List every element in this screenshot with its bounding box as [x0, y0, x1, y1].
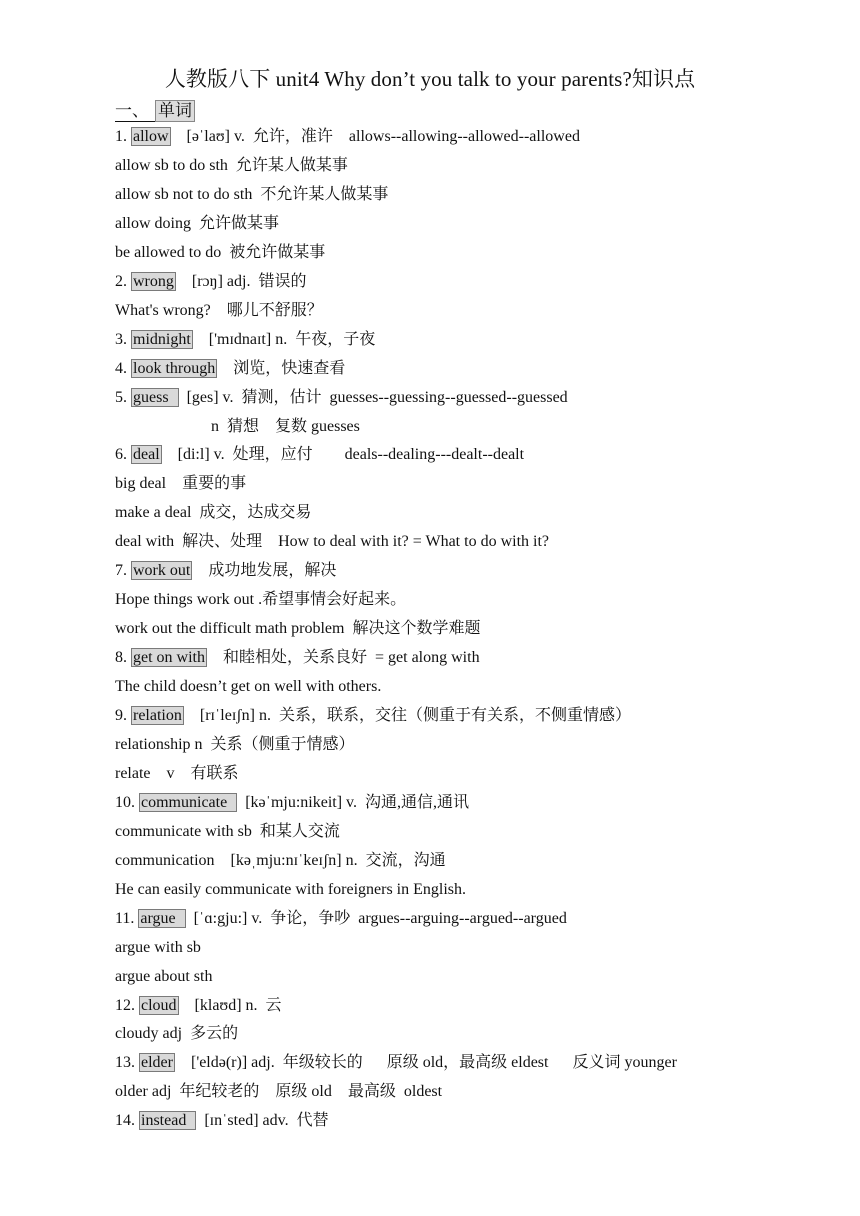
vocab-note-line — [115, 185, 388, 205]
section-number: 一、 — [115, 96, 155, 122]
vocab-note-line — [115, 967, 212, 987]
section-label: 单词 — [155, 100, 195, 122]
line-text: The child doesn’t get on well with others. — [115, 678, 382, 696]
vocab-entry-line — [115, 1053, 677, 1073]
line-text: 13. — [115, 1054, 139, 1072]
line-text: allow doing 允许做某事 — [115, 214, 279, 232]
word-definition: [əˈlaʊ] v. 允许，准许 allows--allowing--allowed--allowed — [170, 128, 580, 145]
word-definition: [di:l] v. 处理，应付 deals--dealing---dealt--dealt — [161, 446, 525, 464]
line-text: older adj 年纪较老的 原级 old 最高级 oldest — [115, 1083, 443, 1101]
line-text: deal with 解决、处理 How to deal with it? = What to do with it? — [115, 533, 550, 551]
vocab-entry-line — [115, 909, 567, 929]
word-definition: [kəˈmju:nikeit] v. 沟通,通信,通讯 — [237, 793, 470, 811]
word-definition: [rɔŋ] adj. 错误的 — [175, 272, 307, 290]
vocab-entry-line — [115, 648, 480, 668]
vocab-note-line — [115, 619, 480, 639]
highlighted-word: communicate — [141, 793, 236, 811]
vocab-entry-line — [115, 272, 306, 292]
line-text: 10. — [115, 793, 139, 811]
vocab-entry-line — [115, 445, 524, 465]
word-definition: [ˈɑ:gju:] v. 争论，争吵 argues--arguing--argued--argued — [185, 909, 567, 927]
line-text: 14. — [115, 1112, 139, 1130]
vocab-entry-line — [115, 127, 580, 147]
highlighted-word: elder — [141, 1054, 173, 1072]
line-text: cloudy adj 多云的 — [115, 1025, 239, 1043]
vocab-note-line — [115, 1024, 238, 1044]
line-text: argue with sb — [115, 938, 201, 956]
highlighted-word: look through — [133, 359, 216, 377]
highlighted-word: guess — [133, 388, 177, 406]
line-text: argue about sth — [115, 967, 213, 985]
vocab-note-line — [115, 822, 340, 842]
line-text: 11. — [115, 909, 139, 927]
vocab-entry-line — [115, 996, 282, 1016]
line-text: 2. — [115, 272, 131, 290]
vocab-entry-line — [115, 706, 631, 726]
word-definition: 浏览，快速查看 — [217, 359, 346, 377]
line-text: communicate with sb 和某人交流 — [115, 822, 340, 840]
line-text: allow sb not to do sth 不允许某人做某事 — [115, 185, 389, 203]
vocab-note-line — [115, 851, 446, 871]
word-definition: 成功地发展，解决 — [192, 562, 337, 580]
word-definition: [ges] v. 猜测，估计 guesses--guessing--guessed--guessed — [178, 388, 568, 406]
vocab-note-line — [115, 938, 201, 958]
line-text: relate v 有联系 — [115, 764, 239, 782]
vocab-note-line — [115, 156, 348, 176]
highlighted-word: cloud — [141, 996, 177, 1014]
line-text: He can easily communicate with foreigners in English. — [115, 880, 467, 898]
line-text: big deal 重要的事 — [115, 475, 247, 493]
vocab-note-line — [115, 1082, 442, 1102]
word-definition: ['eldə(r)] adj. 年级较长的 原级 old，最高级 eldest 反义词 younger — [174, 1054, 677, 1072]
vocab-entry-line — [115, 561, 336, 581]
line-text: 1. — [115, 128, 131, 145]
line-text: communication [kəˌmju:nɪˈkeɪʃn] n. 交流，沟通 — [115, 851, 446, 869]
vocab-entry-line — [115, 359, 345, 379]
highlighted-word: deal — [133, 446, 160, 464]
highlighted-word: relation — [133, 707, 182, 724]
line-text: 8. — [115, 649, 131, 667]
highlighted-word: allow — [133, 128, 169, 145]
vocab-entry-line — [115, 330, 375, 350]
line-text: 4. — [115, 359, 131, 377]
line-text: 12. — [115, 996, 139, 1014]
vocab-note-line — [115, 243, 325, 263]
vocab-note-line — [115, 590, 406, 610]
highlighted-word: work out — [133, 562, 191, 580]
line-text: 5. — [115, 388, 131, 406]
vocab-entry-line — [115, 1111, 329, 1131]
line-text: relationship n 关系（侧重于情感） — [115, 735, 355, 753]
line-text: 7. — [115, 562, 131, 580]
document-title: 人教版八下 unit4 Why don’t you talk to your parents?知识点 — [164, 67, 696, 91]
vocab-note-line — [115, 474, 246, 494]
highlighted-word: midnight — [133, 330, 191, 348]
line-text: make a deal 成交，达成交易 — [115, 504, 312, 522]
highlighted-word: argue — [140, 909, 184, 927]
word-definition: [ɪnˈsted] adv. 代替 — [196, 1112, 329, 1130]
word-definition: ['mɪdnaɪt] n. 午夜，子夜 — [192, 330, 376, 348]
line-text: 3. — [115, 330, 131, 348]
line-text: allow sb to do sth 允许某人做某事 — [115, 156, 348, 174]
line-text: 6. — [115, 446, 131, 464]
vocab-note-line — [115, 677, 381, 697]
highlighted-word: get on with — [133, 649, 205, 667]
line-text: n 猜想 复数 guesses — [115, 417, 360, 435]
vocab-note-line — [115, 301, 323, 321]
line-text: Hope things work out .希望事情会好起来。 — [115, 591, 407, 609]
line-text: be allowed to do 被允许做某事 — [115, 243, 326, 261]
vocab-entry-line — [115, 388, 568, 408]
vocab-note-line — [115, 503, 311, 523]
line-text: What's wrong? 哪儿不舒服？ — [115, 301, 323, 319]
word-definition: 和睦相处，关系良好 = get along with — [207, 649, 480, 667]
highlighted-word: instead — [141, 1112, 195, 1130]
vocab-entry-line — [115, 793, 469, 813]
vocab-note-line — [115, 735, 355, 755]
vocab-note-line — [115, 214, 279, 234]
line-text: 9. — [115, 707, 131, 724]
line-text: work out the difficult math problem 解决这个数学难题 — [115, 620, 481, 638]
word-definition: [klaʊd] n. 云 — [178, 996, 282, 1014]
highlighted-word: wrong — [133, 272, 174, 290]
vocab-note-line — [115, 764, 239, 784]
word-definition: [rɪˈleɪʃn] n. 关系，联系，交往（侧重于有关系，不侧重情感） — [183, 707, 631, 724]
vocab-note-line — [115, 532, 549, 552]
vocab-note-line — [115, 880, 466, 900]
section-heading — [115, 96, 195, 122]
vocab-note-line — [115, 417, 360, 437]
